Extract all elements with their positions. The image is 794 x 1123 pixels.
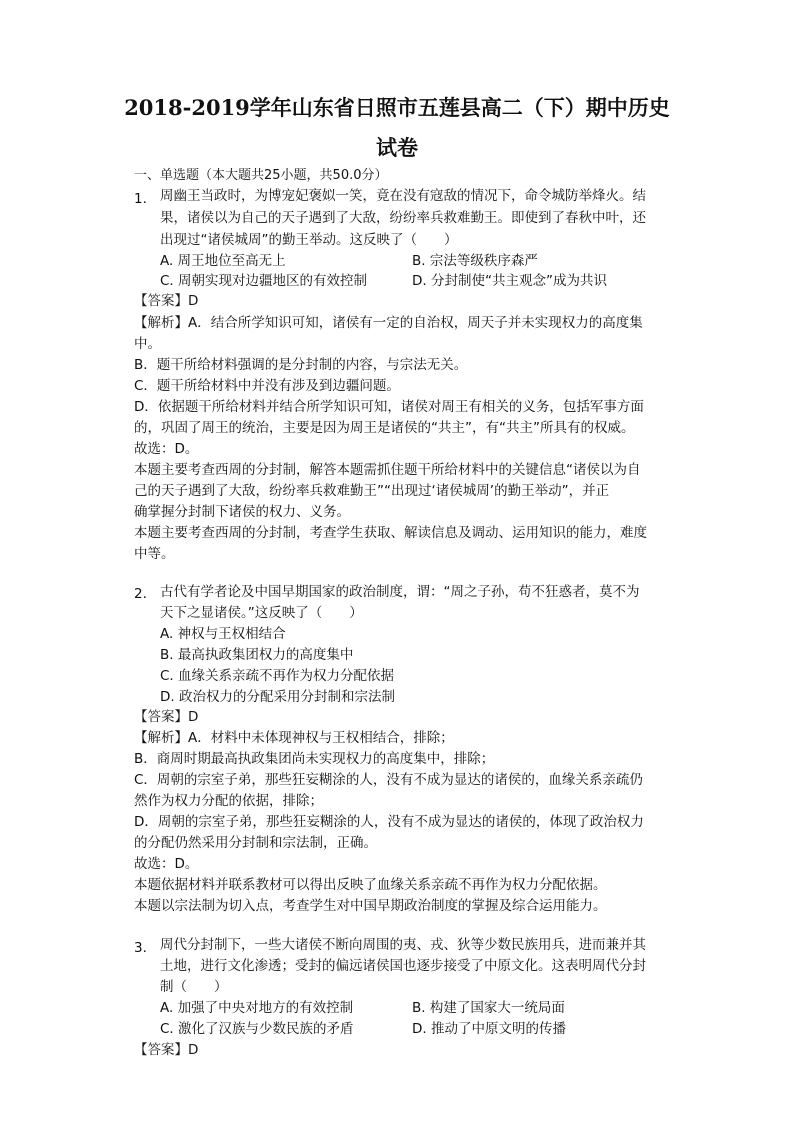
answer-label: 【答案】D <box>134 1042 199 1058</box>
document-title-line-1: 2018-2019学年山东省日照市五莲县高二（下）期中历史 <box>124 95 670 120</box>
analysis-line: 确掌握分封制下诸侯的权力、义务。 <box>134 504 350 520</box>
option-d: D. 分封制使“共主观念”成为共识 <box>412 273 607 289</box>
question-stem-line: 天下之显诸侯。”这反映了（ ） <box>160 605 363 621</box>
question-stem-line: 出现过“诸侯城周”的勤王举动。这反映了（ ） <box>160 232 458 248</box>
analysis-line: 【解析】A．结合所学知识可知，诸侯有一定的自治权，周天子并未实现权力的高度集 <box>134 315 643 331</box>
question-number: 1. <box>134 191 147 207</box>
analysis-line: 的分配仍然采用分封制和宗法制，正确。 <box>134 835 377 851</box>
option-d: D. 推动了中原文明的传播 <box>412 1021 566 1037</box>
analysis-line: 本题主要考查西周的分封制，考查学生获取、解读信息及调动、运用知识的能力，难度 <box>134 525 647 541</box>
question-stem-line: 制（ ） <box>160 979 228 995</box>
option-a: A. 周王地位至高无上 <box>160 253 286 269</box>
question-stem-line: 古代有学者论及中国早期国家的政治制度，谓：“周之子孙，苟不狂惑者，莫不为 <box>160 584 640 600</box>
analysis-line: 的，巩固了周王的统治，主要是因为周王是诸侯的“共主”，有“共主”所具有的权威。 <box>134 420 635 436</box>
option-a: A. 加强了中央对地方的有效控制 <box>160 1000 354 1016</box>
analysis-line: 中。 <box>134 336 161 352</box>
analysis-line: 故选：D。 <box>134 441 199 457</box>
option-b: B. 构建了国家大一统局面 <box>412 1000 565 1016</box>
analysis-line: 本题依据材料并联系教材可以得出反映了血缘关系亲疏不再作为权力分配依据。 <box>134 877 607 893</box>
section-header: 一、单选题（本大题共25小题，共50.0分） <box>134 168 388 183</box>
analysis-line: C．周朝的宗室子弟，那些狂妄糊涂的人，没有不成为显达的诸侯的，血缘关系亲疏仍 <box>134 772 643 788</box>
answer-label: 【答案】D <box>134 293 199 309</box>
analysis-line: 故选：D。 <box>134 856 199 872</box>
option-c: C. 周朝实现对边疆地区的有效控制 <box>160 273 368 289</box>
question-stem-line: 周代分封制下，一些大诸侯不断向周围的夷、戎、狄等少数民族用兵，进而兼并其 <box>160 937 646 953</box>
option-d: D. 政治权力的分配采用分封制和宗法制 <box>160 689 395 705</box>
analysis-line: 本题以宗法制为切入点，考查学生对中国早期政治制度的掌握及综合运用能力。 <box>134 898 607 914</box>
option-a: A. 神权与王权相结合 <box>160 626 286 642</box>
analysis-line: 本题主要考查西周的分封制，解答本题需抓住题干所给材料中的关键信息“诸侯以为自 <box>134 462 641 478</box>
option-c: C. 激化了汉族与少数民族的矛盾 <box>160 1021 354 1037</box>
question-number: 2. <box>134 586 147 602</box>
analysis-line: B．商周时期最高执政集团尚未实现权力的高度集中，排除； <box>134 751 495 767</box>
document-title-line-2: 试卷 <box>376 135 418 160</box>
question-stem-line: 土地，进行文化渗透；受封的偏远诸侯国也逐步接受了中原文化。这表明周代分封 <box>160 958 646 974</box>
option-b: B. 宗法等级秩序森严 <box>412 253 538 269</box>
analysis-line: D．依据题干所给材料并结合所学知识可知，诸侯对周王有相关的义务，包括军事方面 <box>134 399 644 415</box>
analysis-line: 然作为权力分配的依据，排除； <box>134 793 323 809</box>
option-b: B. 最高执政集团权力的高度集中 <box>160 647 354 663</box>
question-stem-line: 果，诸侯以为自己的天子遇到了大敌，纷纷率兵救难勤王。即使到了春秋中叶，还 <box>160 210 646 226</box>
analysis-line: 中等。 <box>134 546 175 562</box>
analysis-line: D．周朝的宗室子弟，那些狂妄糊涂的人，没有不成为显达的诸侯的，体现了政治权力 <box>134 814 644 830</box>
question-number: 3. <box>134 940 147 956</box>
analysis-line: B．题干所给材料强调的是分封制的内容，与宗法无关。 <box>134 357 468 373</box>
analysis-line: 己的天子遇到了大敌，纷纷率兵救难勤王”“出现过‘诸侯城周’的勤王举动”，并正 <box>134 483 610 499</box>
analysis-line: C．题干所给材料中并没有涉及到边疆问题。 <box>134 378 400 394</box>
question-stem-line: 周幽王当政时，为博宠妃褒姒一笑，竟在没有寇敌的情况下，命令城防举烽火。结 <box>160 188 646 204</box>
answer-label: 【答案】D <box>134 709 199 725</box>
analysis-line: 【解析】A．材料中未体现神权与王权相结合，排除； <box>134 730 454 746</box>
option-c: C. 血缘关系亲疏不再作为权力分配依据 <box>160 668 395 684</box>
